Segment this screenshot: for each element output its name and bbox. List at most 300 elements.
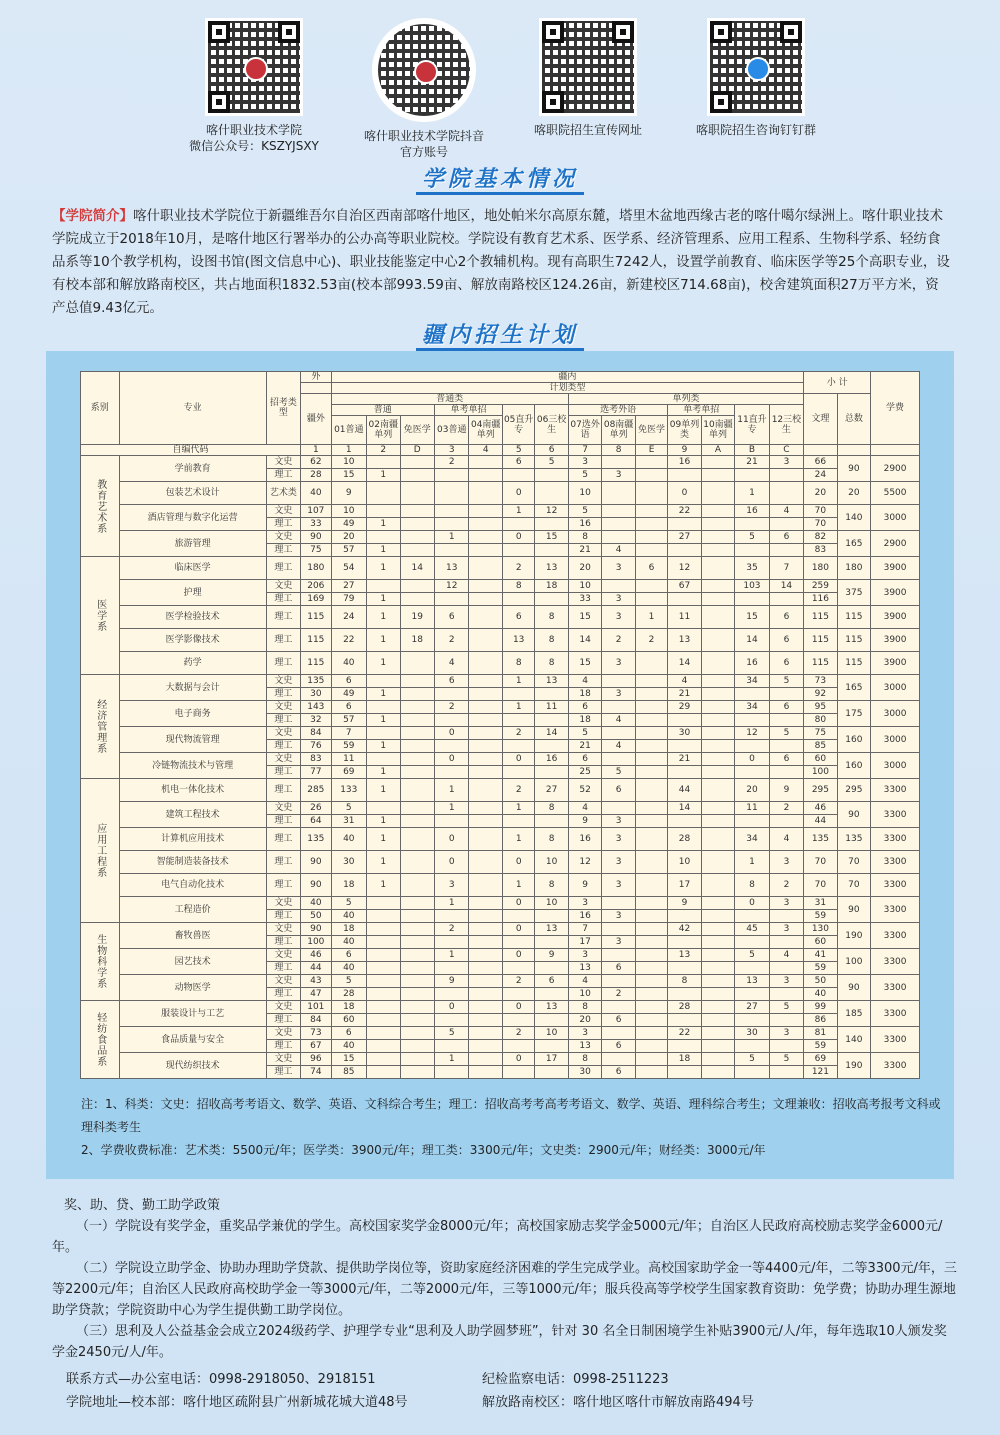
value-cell: 0	[502, 1053, 534, 1066]
value-cell: 115	[301, 606, 331, 629]
value-cell	[469, 975, 502, 988]
value-cell	[769, 593, 803, 606]
major-name: 现代纺织技术	[119, 1053, 266, 1079]
code-cell: B	[735, 445, 769, 456]
value-cell	[668, 766, 701, 779]
value-cell: 5	[331, 897, 367, 910]
value-cell: 21	[568, 544, 601, 557]
value-cell: 34	[735, 828, 769, 851]
value-cell: 14	[535, 727, 568, 740]
value-cell: 43	[301, 975, 331, 988]
value-cell	[701, 456, 734, 469]
value-cell	[400, 593, 434, 606]
value-cell: 6	[769, 701, 803, 714]
value-cell: 0	[435, 753, 469, 766]
exam-type: 理工	[266, 688, 300, 701]
code-cell: 8	[602, 445, 635, 456]
total-cell: 90	[837, 975, 870, 1001]
value-cell	[769, 962, 803, 975]
exam-type: 理工	[266, 652, 300, 675]
value-cell	[435, 740, 469, 753]
value-cell: 5	[568, 505, 601, 518]
value-cell: 6	[568, 753, 601, 766]
value-cell: 18	[668, 1053, 701, 1066]
wenli-cell: 60	[804, 753, 837, 766]
value-cell: 3	[602, 828, 635, 851]
code-cell: E	[635, 445, 667, 456]
wenli-cell: 83	[804, 544, 837, 557]
douyin-qr-icon	[372, 18, 476, 122]
value-cell: 1	[367, 544, 400, 557]
value-cell: 0	[435, 828, 469, 851]
value-cell: 50	[301, 910, 331, 923]
value-cell: 6	[602, 962, 635, 975]
qr-code-row	[0, 18, 1000, 159]
value-cell	[400, 544, 434, 557]
code-cell: D	[400, 445, 434, 456]
value-cell	[400, 815, 434, 828]
value-cell	[400, 988, 434, 1001]
value-cell: 3	[602, 557, 635, 580]
header-col: 09单列类	[668, 416, 701, 445]
table-row	[81, 1053, 920, 1066]
value-cell: 2	[435, 456, 469, 469]
value-cell	[735, 910, 769, 923]
value-cell: 0	[502, 897, 534, 910]
header-col: 11直升专	[735, 405, 769, 445]
value-cell	[367, 482, 400, 505]
value-cell	[469, 910, 502, 923]
value-cell: 1	[435, 949, 469, 962]
value-cell	[602, 505, 635, 518]
value-cell: 2	[435, 923, 469, 936]
value-cell	[769, 1066, 803, 1079]
header-dept: 系别	[81, 372, 120, 445]
value-cell: 6	[602, 1014, 635, 1027]
value-cell: 16	[568, 518, 601, 531]
value-cell: 21	[668, 688, 701, 701]
qr-caption-line2: 官方账号	[399, 145, 448, 159]
value-cell	[469, 531, 502, 544]
exam-type: 理工	[266, 936, 300, 949]
fee-cell: 3000	[871, 675, 920, 701]
value-cell: 64	[301, 815, 331, 828]
value-cell	[635, 910, 667, 923]
value-cell: 2	[502, 975, 534, 988]
table-row	[81, 482, 920, 505]
value-cell	[701, 701, 734, 714]
wenli-cell: 135	[804, 828, 837, 851]
qr-caption-line1: 喀什职业技术学院	[205, 123, 302, 137]
value-cell: 13	[435, 557, 469, 580]
exam-type: 文史	[266, 1001, 300, 1014]
value-cell	[435, 544, 469, 557]
value-cell: 40	[331, 936, 367, 949]
value-cell	[769, 988, 803, 1001]
value-cell: 84	[301, 727, 331, 740]
value-cell	[400, 766, 434, 779]
major-name: 现代物流管理	[119, 727, 266, 753]
value-cell: 1	[635, 606, 667, 629]
table-row	[81, 701, 920, 714]
value-cell	[469, 753, 502, 766]
total-cell: 90	[837, 456, 870, 482]
code-cell: 1	[301, 445, 331, 456]
policy-title: 奖、助、贷、勤工助学政策	[64, 1198, 221, 1213]
value-cell: 30	[331, 851, 367, 874]
code-cell: 1	[331, 445, 367, 456]
exam-type: 理工	[266, 988, 300, 1001]
value-cell: 0	[668, 482, 701, 505]
value-cell	[701, 1027, 734, 1040]
value-cell: 1	[735, 482, 769, 505]
fee-cell: 3300	[871, 1053, 920, 1079]
header-col: 01普通	[331, 416, 367, 445]
header-regular-group: 普通类	[331, 394, 568, 405]
value-cell: 15	[535, 531, 568, 544]
value-cell	[535, 766, 568, 779]
value-cell	[367, 962, 400, 975]
value-cell	[735, 988, 769, 1001]
value-cell	[502, 910, 534, 923]
value-cell: 1	[367, 606, 400, 629]
value-cell	[635, 988, 667, 1001]
qr-caption-line1: 喀什职业技术学院抖音	[363, 129, 484, 143]
wenli-cell: 95	[804, 701, 837, 714]
exam-type: 理工	[266, 779, 300, 802]
value-cell: 30	[735, 1027, 769, 1040]
value-cell	[602, 531, 635, 544]
value-cell	[701, 1001, 734, 1014]
value-cell: 9	[535, 949, 568, 962]
qr-caption-line2: 微信公众号：KSZYJSXY	[189, 139, 319, 153]
exam-type: 理工	[266, 518, 300, 531]
table-row	[81, 1001, 920, 1014]
value-cell	[469, 544, 502, 557]
total-cell: 90	[837, 897, 870, 923]
value-cell	[400, 779, 434, 802]
intro-text: 喀什职业技术学院位于新疆维吾尔自治区西南部喀什地区，地处帕米尔高原东麓，塔里木盆地西缘古老的喀什噶尔绿洲上。喀什职业技术学院成立于2018年10月，是喀什地区行署举办的公办高等职业院校。学院设有教育艺术系、医学系、经济管理系、应用工程系、生物科学系、轻纺食品系等10个教学机构，设图书馆(图文信息中心)、职业技能鉴定中心2个教辅机构。现有高职生7242人，设置学前教育、临床医学等25个高职专业，设有校本部和解放路南校区，共占地面积1832.53亩(校本部993.59亩、解放南路校区124.26亩，新建校区714.68亩)，校舍建筑面积27万平方米，资产总值9.43亿元。	[52, 208, 950, 316]
value-cell	[367, 988, 400, 1001]
dept-name: 医学系	[81, 557, 120, 675]
value-cell: 6	[602, 779, 635, 802]
value-cell: 30	[568, 1066, 601, 1079]
value-cell: 6	[635, 557, 667, 580]
value-cell: 13	[735, 975, 769, 988]
wenli-cell: 99	[804, 1001, 837, 1014]
table-row	[81, 1027, 920, 1040]
value-cell	[701, 505, 734, 518]
value-cell	[469, 766, 502, 779]
value-cell	[400, 1001, 434, 1014]
value-cell: 69	[331, 766, 367, 779]
value-cell: 44	[301, 962, 331, 975]
header-plan-type: 计划类型	[331, 383, 804, 394]
value-cell	[735, 740, 769, 753]
value-cell	[400, 1066, 434, 1079]
value-cell	[469, 779, 502, 802]
value-cell	[367, 753, 400, 766]
value-cell	[400, 714, 434, 727]
value-cell: 11	[535, 701, 568, 714]
value-cell: 77	[301, 766, 331, 779]
value-cell: 169	[301, 593, 331, 606]
value-cell	[668, 593, 701, 606]
value-cell	[400, 518, 434, 531]
wenli-cell: 41	[804, 949, 837, 962]
value-cell	[400, 923, 434, 936]
value-cell	[735, 688, 769, 701]
header-row	[81, 372, 920, 383]
value-cell	[502, 815, 534, 828]
value-cell: 143	[301, 701, 331, 714]
value-cell: 1	[367, 652, 400, 675]
value-cell: 1	[435, 1053, 469, 1066]
value-cell: 76	[301, 740, 331, 753]
value-cell	[469, 469, 502, 482]
total-cell: 190	[837, 923, 870, 949]
fee-cell: 3300	[871, 779, 920, 802]
value-cell: 3	[435, 874, 469, 897]
exam-type: 理工	[266, 815, 300, 828]
value-cell	[469, 936, 502, 949]
value-cell	[635, 874, 667, 897]
value-cell: 2	[502, 727, 534, 740]
value-cell: 10	[568, 482, 601, 505]
value-cell: 6	[331, 1027, 367, 1040]
value-cell: 1	[502, 828, 534, 851]
value-cell	[435, 469, 469, 482]
value-cell: 1	[502, 701, 534, 714]
value-cell	[668, 544, 701, 557]
value-cell	[502, 1014, 534, 1027]
table-row	[81, 727, 920, 740]
value-cell: 8	[568, 1001, 601, 1014]
exam-type: 理工	[266, 962, 300, 975]
value-cell	[735, 1014, 769, 1027]
value-cell	[769, 518, 803, 531]
value-cell	[701, 593, 734, 606]
value-cell: 4	[668, 675, 701, 688]
wenli-cell: 44	[804, 815, 837, 828]
value-cell	[367, 1053, 400, 1066]
value-cell	[701, 740, 734, 753]
value-cell: 13	[535, 675, 568, 688]
wenli-cell: 31	[804, 897, 837, 910]
value-cell	[602, 897, 635, 910]
value-cell: 4	[602, 740, 635, 753]
value-cell	[635, 802, 667, 815]
value-cell: 52	[568, 779, 601, 802]
value-cell	[400, 740, 434, 753]
value-cell: 6	[769, 652, 803, 675]
major-name: 动物医学	[119, 975, 266, 1001]
value-cell	[435, 1014, 469, 1027]
value-cell	[635, 688, 667, 701]
value-cell	[701, 518, 734, 531]
value-cell	[367, 1027, 400, 1040]
exam-type: 文史	[266, 580, 300, 593]
value-cell	[400, 1040, 434, 1053]
value-cell	[701, 1040, 734, 1053]
value-cell	[400, 1053, 434, 1066]
total-cell: 165	[837, 675, 870, 701]
exam-type: 理工	[266, 828, 300, 851]
value-cell	[635, 753, 667, 766]
value-cell	[400, 469, 434, 482]
value-cell	[535, 469, 568, 482]
total-cell: 295	[837, 779, 870, 802]
value-cell	[701, 949, 734, 962]
total-cell: 140	[837, 505, 870, 531]
value-cell: 2	[502, 1027, 534, 1040]
value-cell	[769, 815, 803, 828]
value-cell	[400, 802, 434, 815]
value-cell	[469, 1066, 502, 1079]
value-cell: 44	[668, 779, 701, 802]
major-name: 服装设计与工艺	[119, 1001, 266, 1027]
value-cell	[400, 828, 434, 851]
value-cell	[535, 544, 568, 557]
value-cell: 45	[735, 923, 769, 936]
major-name: 工程造价	[119, 897, 266, 923]
value-cell: 33	[301, 518, 331, 531]
value-cell: 30	[668, 727, 701, 740]
value-cell: 1	[502, 505, 534, 518]
value-cell: 59	[331, 740, 367, 753]
value-cell	[367, 910, 400, 923]
header-col: 06三校生	[535, 405, 568, 445]
exam-type: 理工	[266, 740, 300, 753]
value-cell: 9	[668, 897, 701, 910]
value-cell: 8	[535, 828, 568, 851]
value-cell: 5	[769, 727, 803, 740]
value-cell: 79	[331, 593, 367, 606]
major-name: 电子商务	[119, 701, 266, 727]
value-cell	[469, 962, 502, 975]
exam-type: 文史	[266, 753, 300, 766]
value-cell: 2	[602, 629, 635, 652]
value-cell	[701, 1066, 734, 1079]
total-cell: 20	[837, 482, 870, 505]
value-cell	[635, 505, 667, 518]
value-cell: 27	[735, 1001, 769, 1014]
qr-website[interactable]	[508, 18, 668, 138]
value-cell: 40	[301, 482, 331, 505]
wenli-cell: 24	[804, 469, 837, 482]
value-cell: 16	[668, 456, 701, 469]
exam-type: 文史	[266, 802, 300, 815]
value-cell: 27	[668, 531, 701, 544]
value-cell: 6	[769, 629, 803, 652]
table-row	[81, 629, 920, 652]
value-cell	[668, 988, 701, 1001]
value-cell: 6	[435, 606, 469, 629]
value-cell	[635, 923, 667, 936]
exam-type: 理工	[266, 1066, 300, 1079]
value-cell	[635, 482, 667, 505]
value-cell	[469, 580, 502, 593]
value-cell: 0	[502, 851, 534, 874]
qr-caption-line1: 喀职院招生宣传网址	[533, 123, 642, 137]
qr-douyin[interactable]	[344, 18, 504, 160]
value-cell: 3	[602, 652, 635, 675]
qr-wechat[interactable]	[174, 18, 334, 154]
qr-dingtalk[interactable]	[676, 18, 836, 138]
value-cell	[769, 936, 803, 949]
value-cell: 3	[568, 456, 601, 469]
value-cell	[502, 962, 534, 975]
value-cell	[602, 482, 635, 505]
value-cell: 10	[535, 897, 568, 910]
value-cell	[701, 815, 734, 828]
value-cell: 1	[367, 593, 400, 606]
value-cell: 8	[568, 531, 601, 544]
value-cell	[535, 740, 568, 753]
value-cell	[400, 482, 434, 505]
value-cell	[367, 675, 400, 688]
table-row	[81, 949, 920, 962]
value-cell: 1	[367, 469, 400, 482]
major-name: 食品质量与安全	[119, 1027, 266, 1053]
value-cell	[400, 688, 434, 701]
value-cell: 34	[735, 701, 769, 714]
value-cell: 6	[535, 975, 568, 988]
value-cell	[701, 753, 734, 766]
policy-item-2: （二）学院设立助学金、协助办理助学贷款、提供助学岗位等，资助家庭经济困难的学生完成学业。高校国家助学金一等4400元/年，二等3300元/年，三等2200元/年；自治区人民政府高校助学金一等3000元/年，二等2000元/年，三等1000元/年；服兵役高等学校学生国家教育资助：免学费；协助办理生源地助学贷款；学院资助中心为学生提供勤工助学岗位。	[52, 1261, 957, 1318]
value-cell	[635, 593, 667, 606]
value-cell: 8	[502, 652, 534, 675]
value-cell: 3	[602, 606, 635, 629]
value-cell	[435, 593, 469, 606]
value-cell	[502, 593, 534, 606]
fee-cell: 3900	[871, 652, 920, 675]
value-cell: 10	[568, 580, 601, 593]
value-cell: 6	[769, 606, 803, 629]
value-cell: 3	[769, 923, 803, 936]
value-cell: 1	[367, 688, 400, 701]
value-cell: 15	[331, 469, 367, 482]
value-cell: 8	[735, 874, 769, 897]
exam-type: 文史	[266, 531, 300, 544]
table-row	[81, 675, 920, 688]
value-cell: 1	[367, 629, 400, 652]
value-cell	[469, 1014, 502, 1027]
value-cell: 0	[502, 923, 534, 936]
header-col: 07选外语	[568, 416, 601, 445]
major-name: 大数据与会计	[119, 675, 266, 701]
value-cell: 5	[769, 675, 803, 688]
header-dan-kao: 单考单招	[435, 405, 503, 416]
value-cell: 14	[735, 629, 769, 652]
value-cell: 49	[331, 688, 367, 701]
total-cell: 115	[837, 629, 870, 652]
table-row	[81, 505, 920, 518]
value-cell: 13	[668, 629, 701, 652]
value-cell: 1	[367, 714, 400, 727]
major-name: 医学检验技术	[119, 606, 266, 629]
table-row	[81, 897, 920, 910]
value-cell: 1	[435, 897, 469, 910]
value-cell: 17	[568, 936, 601, 949]
value-cell	[602, 1053, 635, 1066]
value-cell	[635, 828, 667, 851]
value-cell: 12	[535, 505, 568, 518]
total-cell: 70	[837, 874, 870, 897]
value-cell: 135	[301, 828, 331, 851]
discipline-phone: 纪检监察电话：0998-2511223	[482, 1372, 669, 1387]
value-cell	[769, 766, 803, 779]
